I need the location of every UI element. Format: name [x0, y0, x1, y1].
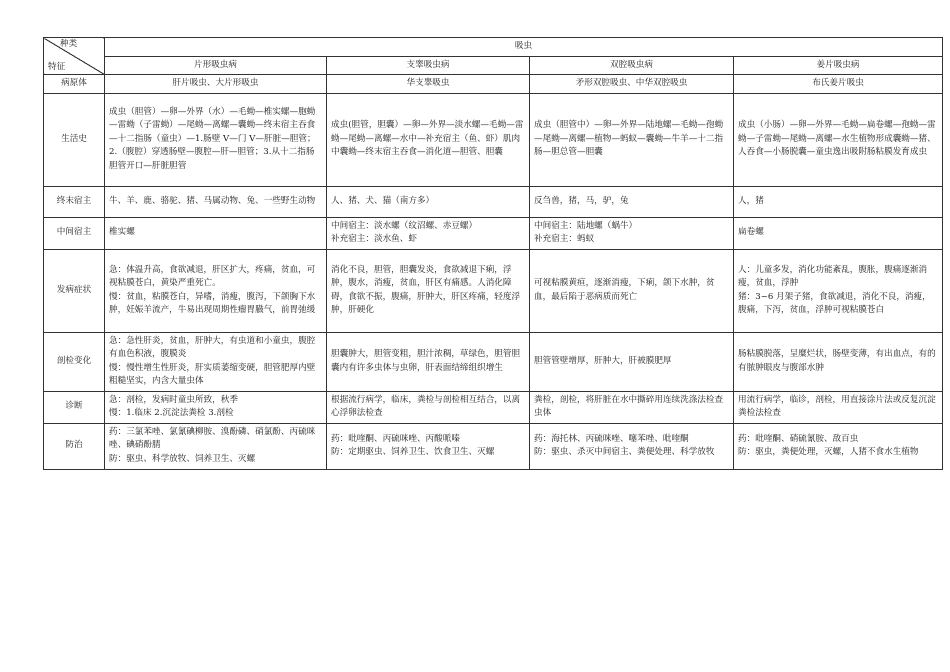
row-label: 发病症状: [44, 249, 105, 332]
table-row: [44, 423, 943, 469]
cell-text: 胆囊肿大，胆管变粗，胆汁浓稠，草绿色，胆管胆囊内有许多虫体与虫卵，肝表面结缔组织增生: [331, 349, 521, 373]
row-label: 诊断: [44, 391, 105, 423]
table-cell: [734, 423, 943, 469]
table-row: [44, 75, 943, 94]
table-cell: [327, 423, 530, 469]
cell-text: 粪检，剖检，将肝脏在水中撕碎用连续洗涤法检查虫体: [534, 394, 724, 418]
table-cell: [105, 93, 327, 186]
disease-header: 姜片吸虫病: [734, 56, 943, 75]
table-cell: [105, 75, 327, 94]
table-cell: [530, 391, 734, 423]
disease-header: 片形吸虫病: [105, 56, 327, 75]
cell-text: 成虫(胆管，胆囊）—卵—外界—淡水螺—毛蚴—雷蚴—尾蚴—离螺—水中—补充宿主（鱼、虾）肌肉中囊蚴—终末宿主吞食—消化道—胆管、胆囊: [331, 120, 524, 158]
cell-text: 成虫（小肠）—卵—外界—毛蚴—扁卷螺—孢蚴—雷蚴—子雷蚴—尾蚴—离螺—水生植物形成囊蚴—猪、人吞食—小肠脱囊—童虫逸出吸附肠粘膜发育成虫: [738, 120, 936, 158]
table-cell: [327, 391, 530, 423]
table-cell: [327, 332, 530, 391]
cell-text: 补充宿主：淡水鱼、虾: [331, 234, 417, 244]
header-row-group: [44, 38, 943, 57]
cell-text: 猪：3~6 月架子猪，食欲减退，消化不良，消瘦，腹痛，下泻，贫血，浮肿可视粘膜苍白: [738, 291, 931, 315]
cell-text: 扁卷螺: [738, 227, 764, 238]
cell-text: 药：三氯苯唑、氯氰碘柳胺、溴酚磷、硝氯酚、丙硫咪唑、碘硝酚腈: [109, 426, 316, 451]
cell-text: 肝片吸虫、大片形吸虫: [172, 78, 259, 88]
cell-text: 防：驱虫、科学放牧、饲养卫生、灭螺: [109, 453, 256, 464]
table-cell: [530, 186, 734, 217]
cell-text: 防：驱虫、杀灭中间宿主、粪便处理、科学放牧: [534, 447, 715, 457]
table-cell: [327, 93, 530, 186]
cell-text: 药：吡喹酮、丙硫咪唑、丙酸哌嗪: [331, 433, 460, 444]
cell-text: 牛、羊、鹿、骆驼、猪、马属动物、兔、一些野生动物: [109, 195, 316, 206]
group-header: 吸虫: [105, 38, 943, 57]
cell-text: 人、猪、犬、猫（南方多）: [331, 195, 435, 206]
table-cell: [530, 93, 734, 186]
table-cell: [530, 423, 734, 469]
cell-text: 椎实螺: [109, 227, 135, 238]
cell-text: 成虫（胆管中）—卵—外界—陆地螺—毛蚴—孢蚴—尾蚴—离螺—植物—蚂蚁—囊蚴—牛羊—十二指肠—胆总管—胆囊: [534, 120, 724, 158]
table-cell: [327, 217, 530, 249]
disease-header: 支睾吸虫病: [327, 56, 530, 75]
cell-text: 胆管管壁增厚，肝肿大，肝被膜肥厚: [534, 355, 672, 366]
disease-header: 双腔吸虫病: [530, 56, 734, 75]
cell-text: 药：吡喹酮、硝硫氰胺、敌百虫: [738, 433, 859, 444]
cell-text: 慢：贫血，粘膜苍白，异嗜，消瘦，腹泻，下颌胸下水肿，妊娠羊流产，牛易出现周期性瘤胃臌气，前胃弛缓: [109, 291, 316, 315]
corner-cell: [44, 38, 105, 75]
table-cell: [105, 186, 327, 217]
row-label: 中间宿主: [44, 217, 105, 249]
row-label: 生活史: [44, 93, 105, 186]
table-row: [44, 332, 943, 391]
cell-text: 补充宿主：蚂蚁: [534, 234, 595, 244]
table-row: [44, 93, 943, 186]
table-cell: [530, 75, 734, 94]
table-cell: [105, 332, 327, 391]
header-row-diseases: [44, 56, 943, 75]
row-label: 剖检变化: [44, 332, 105, 391]
cell-text: 华支睾吸虫: [406, 78, 450, 88]
table-cell: [105, 217, 327, 249]
cell-text: 布氏姜片吸虫: [812, 78, 864, 88]
cell-text: 人，猪: [738, 195, 764, 206]
cell-text: 可视粘膜黄疸，逐渐消瘦，下痢，颌下水肿，贫血，最后陷于恶病质而死亡: [534, 278, 715, 302]
table-row: [44, 186, 943, 217]
table-cell: [105, 423, 327, 469]
cell-text: 消化不良，胆管，胆囊发炎，食欲减退下痢，浮肿，腹水，消瘦，贫血，肝区有痛感。人消化障碍，食欲不振，腹痛，肝肿大，肝区疼痛，轻度浮肿，肝硬化: [331, 264, 521, 315]
cell-text: 急：急性肝炎，贫血，肝肿大，有虫道和小童虫，腹腔有血色积液，腹膜炎: [109, 335, 316, 359]
cell-text: 中间宿主：陆地螺（蜗牛）: [534, 220, 638, 231]
table-cell: [327, 75, 530, 94]
row-label: 防治: [44, 423, 105, 469]
cell-text: 用流行病学，临诊，剖检，用直接涂片法或反复沉淀粪检法检查: [738, 394, 936, 418]
cell-text: 药：海托林、丙硫咪唑、噻苯唑、吡喹酮: [534, 433, 689, 444]
table-cell: [530, 249, 734, 332]
corner-bottom-label: 特征: [48, 61, 66, 72]
table-cell: [105, 391, 327, 423]
table-cell: [734, 186, 943, 217]
table-row: [44, 249, 943, 332]
table-cell: [734, 249, 943, 332]
corner-top-label: 种类: [60, 39, 78, 49]
row-label: 终末宿主: [44, 186, 105, 217]
cell-text: 肠粘膜脱落，呈糜烂状，肠壁变薄，有出血点，有的有脓肿眼皮与腹部水肿: [738, 349, 936, 373]
cell-text: 人：儿童多发，消化功能紊乱，腹胀，腹痛逐渐消瘦，贫血，浮肿: [738, 264, 928, 288]
row-label: 病原体: [44, 75, 105, 94]
table-cell: [734, 332, 943, 391]
table-cell: [530, 217, 734, 249]
cell-text: 防：驱虫，粪便处理，灭螺，人猪不食水生植物: [738, 447, 919, 457]
cell-text: 反刍兽，猪，马，驴，兔: [534, 195, 629, 206]
table-row: [44, 217, 943, 249]
cell-text: 矛形双腔吸虫、中华双腔吸虫: [575, 78, 688, 88]
cell-text: 慢：1.临床 2.沉淀法粪检 3.剖检: [109, 408, 234, 418]
table-row: [44, 391, 943, 423]
cell-text: 急：剖检，发病时童虫所致，秋季: [109, 394, 238, 405]
cell-text: 急：体温升高，食欲减退，肝区扩大，疼痛，贫血，可视粘膜苍白，黄染严重死亡。: [109, 264, 316, 288]
parasite-table: [43, 37, 943, 470]
table-cell: [327, 249, 530, 332]
table-cell: [327, 186, 530, 217]
table-cell: [734, 75, 943, 94]
cell-text: 防：定期驱虫、饲养卫生、饮食卫生、灭螺: [331, 447, 495, 457]
table-cell: [734, 391, 943, 423]
table-cell: [734, 217, 943, 249]
cell-text: 中间宿主：淡水螺（纹沼螺、赤豆螺）: [331, 220, 478, 231]
table-cell: [105, 249, 327, 332]
cell-text: 根据流行病学，临床，粪检与剖检相互结合，以离心浮卵法检查: [331, 394, 521, 418]
cell-text: 成虫（胆管）—卵—外界（水）—毛蚴—椎实螺—胞蚴—雷蚴（子雷蚴）—尾蚴—离螺—囊蚴—终末宿主吞食—十二指肠（童虫）—1.肠壁 V—门 V—肝脏—胆管；2.（腹腔）穿透肠壁—腹腔—肝—胆管；3.从十二指肠胆管开口—肝脏胆管: [109, 106, 316, 171]
table-cell: [734, 93, 943, 186]
table-cell: [530, 332, 734, 391]
cell-text: 慢：慢性增生性肝炎，肝实质萎缩变硬，胆管肥厚内壁粗糙坚实，内含大量虫体: [109, 362, 316, 386]
